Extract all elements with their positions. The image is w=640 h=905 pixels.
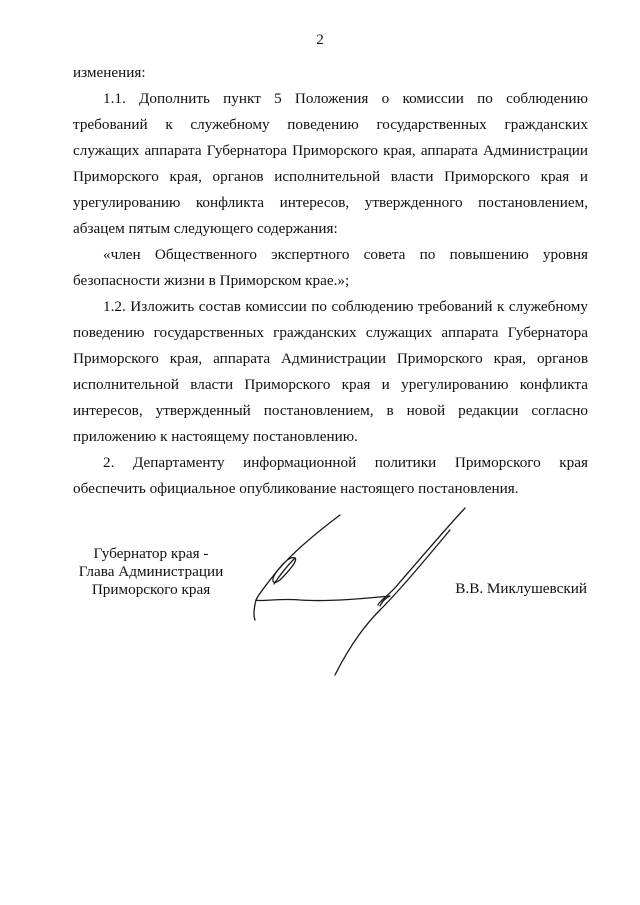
paragraph-quote: «член Общественного экспертного совета по повышению уровня безопасности жизни в Приморском крае.»; (73, 246, 588, 289)
page-number: 2 (316, 32, 324, 48)
signatory-title (66, 545, 236, 599)
paragraph-1-2: 1.2. Изложить состав комиссии по соблюдению требований к служебному поведению государственных гражданских служащих аппарата Губернатора Приморского края, аппарата Администрации Приморского края, органов исполнительной власти Приморского края и урегулированию конфликта интересов, утвержденный постановлением, в новой редакции согласно приложению к настоящему постановлению. (73, 298, 588, 445)
signatory-title-line: Губернатор края - (93, 545, 209, 562)
handwritten-signature (240, 500, 480, 685)
document-body (73, 60, 588, 502)
signatory-name: В.В. Миклушевский (455, 580, 587, 597)
paragraph-intro: изменения: (73, 64, 146, 81)
paragraph-2: 2. Департаменту информационной политики Приморского края обеспечить официальное опубликование настоящего постановления. (73, 454, 588, 497)
signatory-title-line: Глава Администрации (78, 563, 224, 580)
paragraph-1-1: 1.1. Дополнить пункт 5 Положения о комиссии по соблюдению требований к служебному поведению государственных гражданских служащих аппарата Губернатора Приморского края, аппарата Администрации Приморского края, органов исполнительной власти Приморского края и урегулированию конфликта интересов, утвержденного постановлением, абзацем пятым следующего содержания: (73, 90, 588, 237)
signatory-title-line: Приморского края (91, 581, 211, 598)
